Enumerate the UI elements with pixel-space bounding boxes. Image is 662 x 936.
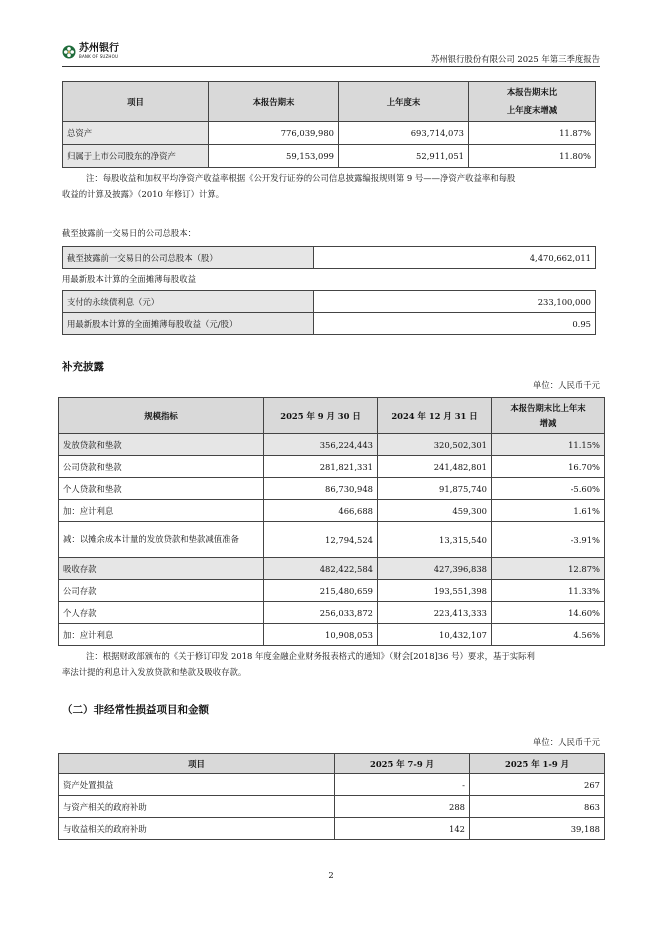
row-value: 863	[470, 796, 605, 818]
interest-note	[62, 648, 602, 681]
row-label: 加：应计利息	[59, 500, 264, 522]
bank-logo	[62, 44, 119, 59]
row-label: 个人存款	[59, 602, 264, 624]
row-label: 公司贷款和垫款	[59, 456, 264, 478]
row-value: 223,413,333	[378, 602, 492, 624]
row-label: 与资产相关的政府补助	[59, 796, 335, 818]
interest-note-line1: 注：根据财政部颁布的《关于修订印发 2018 年度金融企业财务报表格式的通知》（财会[2018]36 号）要求，基于实际利	[86, 651, 535, 661]
row-value: 91,875,740	[378, 478, 492, 500]
table-row	[59, 434, 605, 456]
row-value: 86,730,948	[264, 478, 378, 500]
table-header-indicator: 规模指标	[59, 398, 264, 434]
table-header-prior: 上年度末	[339, 82, 469, 122]
table-header-2025: 2025 年 9 月 30 日	[264, 398, 378, 434]
row-value: 1.61%	[492, 500, 605, 522]
row-value: 11.15%	[492, 434, 605, 456]
row-value: -5.60%	[492, 478, 605, 500]
report-title: 苏州银行股份有限公司 2025 年第三季度报告	[430, 54, 600, 64]
table-row	[59, 624, 605, 646]
row-value: -3.91%	[492, 522, 605, 558]
row-value: 427,396,838	[378, 558, 492, 580]
row-value: 693,714,073	[339, 122, 469, 145]
row-value: 14.60%	[492, 602, 605, 624]
table-header-ytd: 2025 年 1-9 月	[470, 754, 605, 774]
row-value: 12,794,524	[264, 522, 378, 558]
eps-table	[62, 290, 596, 335]
row-value: 356,224,443	[264, 434, 378, 456]
table-row	[59, 774, 605, 796]
key-metrics-table	[62, 81, 596, 168]
row-label: 加：应计利息	[59, 624, 264, 646]
row-label: 用最新股本计算的全面摊薄每股收益（元/股）	[63, 313, 314, 335]
table-header-item: 项目	[63, 82, 209, 122]
row-value: 52,911,051	[339, 145, 469, 168]
row-value: -	[335, 774, 470, 796]
row-label: 总资产	[63, 122, 209, 145]
table-header-change-line2: 上年度末增减	[506, 104, 558, 115]
table-header-change-line1: 本报告期末比	[506, 86, 558, 97]
row-value: 10,908,053	[264, 624, 378, 646]
row-value: 4.56%	[492, 624, 605, 646]
table-header-q3: 2025 年 7-9 月	[335, 754, 470, 774]
table-row	[59, 580, 605, 602]
share-capital-intro: 截至披露前一交易日的公司总股本：	[62, 228, 196, 238]
row-value: 39,188	[470, 818, 605, 840]
row-value: 776,039,980	[209, 122, 339, 145]
table-header-change-line1: 本报告期末比上年末	[510, 403, 586, 414]
eps-note-line1: 注：每股收益和加权平均净资产收益率根据《公开发行证券的公司信息披露编报规则第 9 号——净资产收益率和每股	[86, 173, 516, 183]
row-value: 241,482,801	[378, 456, 492, 478]
row-value: 11.87%	[469, 122, 596, 145]
interest-note-line2: 率法计提的利息计入发放贷款和垫款及吸收存款。	[62, 667, 247, 678]
row-value: 12.87%	[492, 558, 605, 580]
row-value: 193,551,398	[378, 580, 492, 602]
share-capital-value: 4,470,662,011	[314, 247, 596, 269]
row-label: 发放贷款和垫款	[59, 434, 264, 456]
table-row	[59, 818, 605, 840]
row-value: 142	[335, 818, 470, 840]
logo-chinese-name: 苏州银行	[79, 43, 119, 54]
row-value: 11.33%	[492, 580, 605, 602]
row-value: 256,033,872	[264, 602, 378, 624]
row-label: 吸收存款	[59, 558, 264, 580]
row-value: 13,315,540	[378, 522, 492, 558]
row-value: 0.95	[314, 313, 596, 335]
table-row	[59, 796, 605, 818]
table-row	[63, 145, 596, 168]
row-label: 减：以摊余成本计量的发放贷款和垫款减值准备	[59, 522, 264, 558]
table-header-2024: 2024 年 12 月 31 日	[378, 398, 492, 434]
table-row	[59, 478, 605, 500]
row-label: 归属于上市公司股东的净资产	[63, 145, 209, 168]
page-header	[62, 44, 600, 67]
row-value: 320,502,301	[378, 434, 492, 456]
table-row	[59, 456, 605, 478]
table-row	[59, 522, 605, 558]
row-label: 个人贷款和垫款	[59, 478, 264, 500]
row-value: 10,432,107	[378, 624, 492, 646]
row-value: 281,821,331	[264, 456, 378, 478]
table-row	[59, 558, 605, 580]
table-row	[59, 500, 605, 522]
table-row	[63, 122, 596, 145]
nonrecurring-unit: 单位：人民币千元	[533, 737, 600, 747]
row-value: 288	[335, 796, 470, 818]
row-label: 支付的永续债利息（元）	[63, 291, 314, 313]
share-capital-table	[62, 246, 596, 269]
table-header-change	[469, 82, 596, 122]
row-label: 公司存款	[59, 580, 264, 602]
page-number: 2	[328, 870, 334, 880]
row-value: 466,688	[264, 500, 378, 522]
table-row	[63, 313, 596, 335]
table-row	[59, 602, 605, 624]
nonrecurring-heading: （二）非经常性损益项目和金额	[62, 704, 209, 716]
row-value: 215,480,659	[264, 580, 378, 602]
logo-english-name: BANK OF SUZHOU	[79, 54, 119, 59]
table-header-item: 项目	[59, 754, 335, 774]
table-header-current: 本报告期末	[209, 82, 339, 122]
table-header-change-line2: 增减	[539, 417, 557, 428]
table-header-change	[492, 398, 605, 434]
share-capital-label: 截至披露前一交易日的公司总股本（股）	[63, 247, 314, 269]
row-value: 267	[470, 774, 605, 796]
row-value: 16.70%	[492, 456, 605, 478]
row-value: 482,422,584	[264, 558, 378, 580]
row-label: 与收益相关的政府补助	[59, 818, 335, 840]
row-value: 11.80%	[469, 145, 596, 168]
row-value: 59,153,099	[209, 145, 339, 168]
bank-logo-icon	[62, 45, 76, 59]
scale-indicators-table	[58, 397, 605, 646]
supplement-unit: 单位：人民币千元	[533, 380, 600, 390]
table-row	[63, 247, 596, 269]
table-row	[63, 291, 596, 313]
eps-note	[62, 170, 602, 203]
nonrecurring-table	[58, 753, 605, 840]
row-value: 459,300	[378, 500, 492, 522]
supplement-heading: 补充披露	[62, 361, 104, 373]
eps-intro: 用最新股本计算的全面摊薄每股收益	[62, 274, 196, 284]
eps-note-line2: 收益的计算及披露》（2010 年修订）计算。	[62, 189, 225, 200]
row-label: 资产处置损益	[59, 774, 335, 796]
row-value: 233,100,000	[314, 291, 596, 313]
